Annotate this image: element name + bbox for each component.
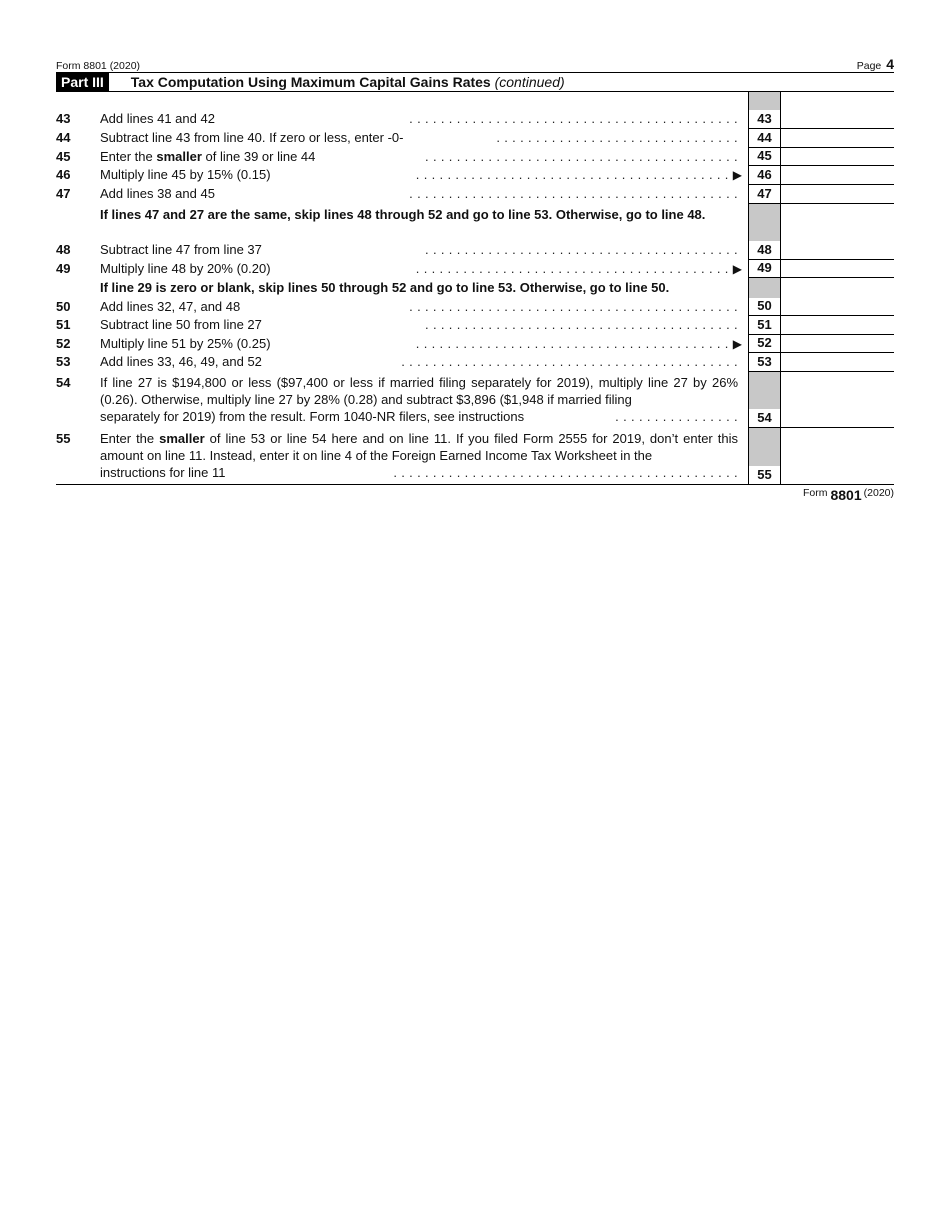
line-number: 54 xyxy=(56,375,71,390)
note-text: If lines 47 and 27 are the same, skip lines 48 through 52 and go to line 53. Otherwise, go to line 48. xyxy=(100,207,706,222)
line-51 xyxy=(56,316,894,335)
amount-field-52[interactable] xyxy=(781,335,894,353)
leader-dots: . . . . . . . . . . . . . . . . . . . . . . . . . . . . . . . . . . . . . . . . xyxy=(425,317,738,332)
leader-dots: . . . . . . . . . . . . . . . . . . . . . . . . . . . . . . . . . . . . . . . . xyxy=(425,242,738,257)
part-continued: (continued) xyxy=(494,74,565,90)
line-text: Add lines 41 and 42 xyxy=(100,111,215,126)
line-number: 48 xyxy=(56,242,71,257)
line-text: Add lines 32, 47, and 48 xyxy=(100,299,241,314)
instruction-note-2 xyxy=(56,278,894,298)
line-number: 44 xyxy=(56,130,71,145)
part-title-text: Tax Computation Using Maximum Capital Gains Rates xyxy=(130,74,491,90)
footer-year: (2020) xyxy=(863,487,894,499)
page-label: Page xyxy=(856,60,882,72)
line-text: Subtract line 43 from line 40. If zero or less, enter -0- xyxy=(100,130,404,145)
line-text: Add lines 33, 46, 49, and 52 xyxy=(100,354,262,369)
arrow-right-icon: ▶ xyxy=(732,337,742,351)
line-box: 50 xyxy=(748,298,781,316)
line-49 xyxy=(56,260,894,278)
leader-dots: . . . . . . . . . . . . . . . . . . . . . . . . . . . . . . . . . . . . . . . . . . xyxy=(409,186,738,201)
leader-dots: . . . . . . . . . . . . . . . . . . . . . . . . . . . . . . . . . . . . . . . . . . . . xyxy=(393,465,738,480)
leader-dots: . . . . . . . . . . . . . . . . . . . . . . . . . . . . . . . . . . . . . . . . xyxy=(415,167,729,182)
line-text-cont: separately for 2019) from the result. Form 1040-NR filers, see instructions xyxy=(100,409,525,424)
amount-field-50[interactable] xyxy=(781,298,894,316)
line-number: 53 xyxy=(56,354,71,369)
line-number: 47 xyxy=(56,186,71,201)
line-box: 53 xyxy=(748,353,781,372)
line-number: 45 xyxy=(56,149,71,164)
line-box: 47 xyxy=(748,185,781,204)
line-text: Multiply line 45 by 15% (0.15) xyxy=(100,167,271,182)
amount-field-49[interactable] xyxy=(781,260,894,278)
leader-dots: . . . . . . . . . . . . . . . . . . . . . . . . . . . . . . . . . . . . . . . . xyxy=(415,261,729,276)
line-box: 46 xyxy=(748,166,781,185)
amount-field-47[interactable] xyxy=(781,185,894,204)
amount-field-43[interactable] xyxy=(781,110,894,129)
amount-field-45[interactable] xyxy=(781,148,894,166)
shaded-box xyxy=(748,204,781,241)
form-year-label: Form 8801 (2020) xyxy=(56,60,141,72)
amount-field-54[interactable] xyxy=(781,372,894,428)
line-48 xyxy=(56,241,894,260)
shaded-box xyxy=(748,278,781,298)
line-44 xyxy=(56,129,894,148)
line-text-cont: instructions for line 11 xyxy=(100,465,226,480)
leader-dots: . . . . . . . . . . . . . . . . xyxy=(615,409,738,424)
line-box: 44 xyxy=(748,129,781,148)
form-footer xyxy=(56,484,894,503)
part-tag: Part III xyxy=(56,73,109,91)
line-text: Enter the smaller of line 53 or line 54 here and on line 11. If you filed Form 2555 for 2019, don’t enter this amount on line 11. Instead, enter it on line 4 of the Foreign Earned Income Tax Worksheet in the xyxy=(100,431,738,463)
line-52 xyxy=(56,335,894,353)
line-box: 49 xyxy=(748,260,781,278)
page-indicator xyxy=(857,56,894,72)
line-text: Add lines 38 and 45 xyxy=(100,186,215,201)
amount-field-51[interactable] xyxy=(781,316,894,335)
leader-dots: . . . . . . . . . . . . . . . . . . . . . . . . . . . . . . . . . . . . . . . . . . xyxy=(409,111,738,126)
line-number: 43 xyxy=(56,111,71,126)
line-number: 51 xyxy=(56,317,71,332)
footer-form-label: Form xyxy=(802,487,828,499)
shaded-box xyxy=(748,92,781,110)
line-box: 52 xyxy=(748,335,781,353)
line-text: Multiply line 51 by 25% (0.25) xyxy=(100,336,271,351)
form-8801-page-4 xyxy=(56,56,894,503)
line-43 xyxy=(56,110,894,129)
arrow-right-icon: ▶ xyxy=(732,168,742,182)
leader-dots: . . . . . . . . . . . . . . . . . . . . . . . . . . . . . . . xyxy=(496,130,738,145)
part-title xyxy=(131,74,565,90)
amount-field-53[interactable] xyxy=(781,353,894,372)
leader-dots: . . . . . . . . . . . . . . . . . . . . . . . . . . . . . . . . . . . . . . . . . . . xyxy=(401,354,738,369)
leader-dots: . . . . . . . . . . . . . . . . . . . . . . . . . . . . . . . . . . . . . . . . . . xyxy=(409,299,738,314)
line-number: 50 xyxy=(56,299,71,314)
amount-field-46[interactable] xyxy=(781,166,894,185)
part-iii-header xyxy=(56,72,894,92)
spacer-row xyxy=(56,92,894,110)
instruction-note-1 xyxy=(56,204,894,241)
line-box: 54 xyxy=(748,372,781,428)
line-box: 45 xyxy=(748,148,781,166)
page-number: 4 xyxy=(886,56,894,72)
line-54 xyxy=(56,372,894,428)
line-text: Subtract line 50 from line 27 xyxy=(100,317,262,332)
amount-field-48[interactable] xyxy=(781,241,894,260)
line-box: 48 xyxy=(748,241,781,260)
line-50 xyxy=(56,298,894,316)
note-text: If line 29 is zero or blank, skip lines 50 through 52 and go to line 53. Otherwise, go to line 50. xyxy=(100,280,670,295)
line-box: 51 xyxy=(748,316,781,335)
line-47 xyxy=(56,185,894,204)
line-text: Enter the smaller of line 39 or line 44 xyxy=(100,149,316,164)
line-text: Subtract line 47 from line 37 xyxy=(100,242,262,257)
amount-field-44[interactable] xyxy=(781,129,894,148)
line-number: 46 xyxy=(56,167,71,182)
line-53 xyxy=(56,353,894,372)
line-number: 52 xyxy=(56,336,71,351)
line-45 xyxy=(56,148,894,166)
line-46 xyxy=(56,166,894,185)
leader-dots: . . . . . . . . . . . . . . . . . . . . . . . . . . . . . . . . . . . . . . . . xyxy=(415,336,729,351)
line-text: If line 27 is $194,800 or less ($97,400 or less if married filing separately for 2019), multiply line 27 by 26% (0.26). Otherwise, multiply line 27 by 28% (0.28) and subtract $3,896 ($1,948 if married filing xyxy=(100,375,738,407)
line-box: 43 xyxy=(748,110,781,129)
line-box: 55 xyxy=(748,428,781,484)
line-number: 49 xyxy=(56,261,71,276)
line-55 xyxy=(56,428,894,484)
line-text: Multiply line 48 by 20% (0.20) xyxy=(100,261,271,276)
arrow-right-icon: ▶ xyxy=(732,262,742,276)
form-header xyxy=(56,56,894,72)
line-number: 55 xyxy=(56,431,71,446)
footer-form-number: 8801 xyxy=(830,487,862,503)
amount-field-55[interactable] xyxy=(781,428,894,484)
leader-dots: . . . . . . . . . . . . . . . . . . . . . . . . . . . . . . . . . . . . . . . . xyxy=(425,149,738,164)
